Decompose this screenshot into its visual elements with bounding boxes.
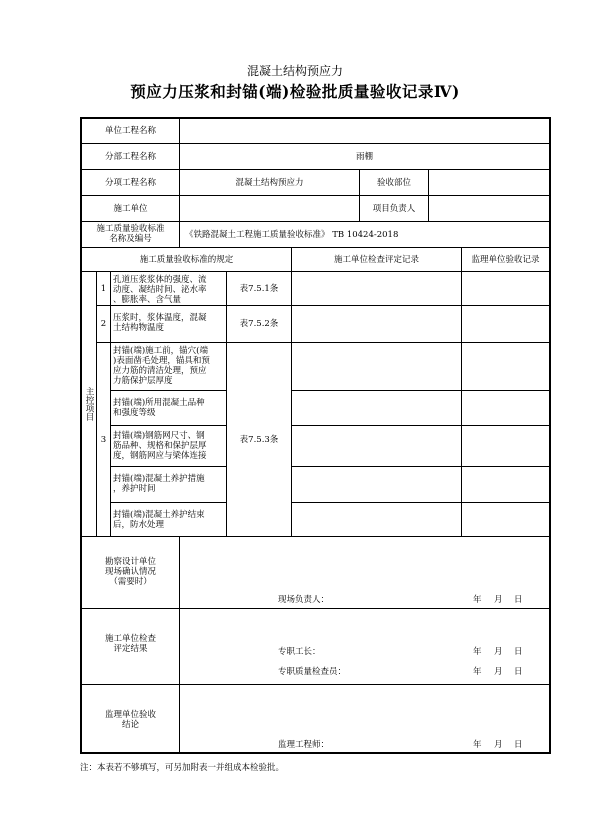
desc-line: ，养护时间 — [113, 484, 156, 494]
desc-line: 孔道压浆浆体的强度、流 — [113, 275, 207, 285]
contractor-eval-label — [82, 634, 179, 654]
survey-label-line: 现场确认情况 — [104, 567, 156, 577]
contractor-eval-label-line: 施工单位检查 — [104, 634, 156, 644]
contractor-eval-label-line: 评定结果 — [113, 644, 148, 654]
desc-line: 压浆时，浆体温度，混凝 — [113, 313, 207, 323]
rule — [96, 305, 551, 306]
rule — [291, 247, 292, 536]
inspection-form — [80, 117, 551, 754]
rule — [80, 608, 551, 609]
rule — [96, 342, 551, 343]
desc-line: 动度、凝结时间、泌水率 — [113, 285, 207, 295]
item-3-sub-1-desc — [113, 346, 225, 386]
project-manager-label: 项目负责人 — [372, 203, 416, 214]
desc-line: 土结构物温度 — [113, 323, 165, 333]
form-title: 预应力压浆和封锚(端)检验批质量验收记录Ⅳ) — [130, 82, 460, 101]
rule — [291, 390, 551, 391]
inspector-sign-label: 专职质量检查员： — [278, 667, 347, 677]
border-right — [549, 117, 551, 754]
survey-sign-label: 现场负责人： — [278, 595, 330, 605]
project-manager-value[interactable] — [429, 196, 549, 221]
desc-line: 力筋保护层厚度 — [113, 376, 173, 386]
standard-label-line: 名称及编号 — [109, 234, 152, 244]
rule — [291, 502, 551, 503]
rule — [179, 536, 180, 754]
item-1-clause: 表7.5.1条 — [239, 283, 279, 294]
rule — [80, 684, 551, 685]
item-1-desc — [113, 275, 225, 305]
rule — [291, 425, 551, 426]
accept-part-label: 验收部位 — [376, 177, 411, 188]
inspector-date-year: 年 — [473, 667, 482, 677]
main-control-label — [82, 272, 96, 536]
survey-date-month: 月 — [494, 595, 503, 605]
contractor-value[interactable] — [180, 196, 359, 221]
rule — [110, 466, 226, 467]
desc-line: 度，钢筋网应与梁体连接 — [113, 451, 207, 461]
desc-line: 封锚(端)所用混凝土品种 — [113, 398, 205, 408]
desc-line: 封锚(端)钢筋网尺寸、钢 — [113, 431, 205, 441]
foreman-sign-label: 专职工长： — [278, 647, 321, 657]
desc-line: 封锚(端)混凝土养护措施 — [113, 474, 205, 484]
item-3-no: 3 — [100, 434, 107, 445]
standard-label — [82, 224, 179, 244]
item-label: 分项工程名称 — [104, 177, 156, 188]
supervisor-sign-label: 监理工程师： — [278, 740, 330, 750]
accept-part-value[interactable] — [429, 170, 549, 195]
rule — [80, 536, 551, 537]
contractor-date-month: 月 — [494, 647, 503, 657]
supervisor-date-month: 月 — [494, 740, 503, 750]
survey-label — [82, 557, 179, 587]
standard-label-line: 施工质量验收标准 — [96, 224, 165, 234]
desc-line: 和强度等级 — [113, 408, 156, 418]
contractor-date-year: 年 — [473, 647, 482, 657]
item-3-sub-2-desc — [113, 398, 225, 418]
supervisor-date-year: 年 — [473, 740, 482, 750]
rule — [461, 247, 462, 536]
survey-date-year: 年 — [473, 595, 482, 605]
unit-project-value[interactable] — [180, 118, 549, 143]
contractor-date-day: 日 — [514, 647, 523, 657]
item-2-clause: 表7.5.2条 — [239, 319, 279, 329]
desc-line: 筋品种、规格和保护层厚 — [113, 441, 207, 451]
unit-project-label: 单位工程名称 — [104, 125, 156, 136]
desc-line: 、膨胀率、含气量 — [113, 295, 182, 305]
desc-line: 应力筋的清洁处理，预应 — [113, 366, 207, 376]
standard-value: 《铁路混凝土工程施工质量验收标准》 TB 10424-2018 — [185, 229, 399, 240]
inspector-date-day: 日 — [514, 667, 523, 677]
supervisor-eval-label-line: 结论 — [121, 720, 139, 730]
survey-label-line: 勘察设计单位 — [104, 557, 156, 567]
survey-date-day: 日 — [514, 595, 523, 605]
desc-line: )表面凿毛处理，锚具和预 — [113, 356, 210, 366]
contractor-record-header: 施工单位检查评定记录 — [333, 254, 419, 265]
inspector-date-month: 月 — [494, 667, 503, 677]
supervisor-date-day: 日 — [514, 740, 523, 750]
item-3-sub-3-desc — [113, 431, 225, 461]
form-subtitle: 混凝土结构预应力 — [246, 64, 343, 78]
desc-line: 封锚(端)施工前，锚穴(端 — [113, 346, 208, 356]
spec-header: 施工质量验收标准的规定 — [139, 254, 234, 265]
supervisor-eval-label-line: 监理单位验收 — [104, 710, 156, 720]
rule — [80, 271, 551, 272]
rule — [291, 466, 551, 467]
rule — [110, 271, 111, 536]
item-1-no: 1 — [100, 283, 107, 294]
item-3-sub-5-desc — [113, 510, 225, 530]
contractor-label: 施工单位 — [113, 203, 148, 214]
rule — [110, 390, 226, 391]
survey-label-line: （需要时） — [109, 577, 152, 587]
supervisor-eval-label — [82, 710, 179, 730]
item-value[interactable]: 混凝土结构预应力 — [235, 177, 304, 188]
item-3-clause: 表7.5.3条 — [239, 434, 279, 445]
supervisor-record-header: 监理单位验收记录 — [471, 254, 540, 265]
footnote: 注：本表若不够填写，可另加附表一并组成本检验批。 — [80, 763, 285, 773]
division-label: 分部工程名称 — [104, 151, 156, 162]
rule — [110, 425, 226, 426]
desc-line: 后，防水处理 — [113, 520, 165, 530]
item-2-no: 2 — [100, 319, 107, 329]
border-bottom — [80, 752, 551, 754]
item-3-sub-4-desc — [113, 474, 225, 494]
desc-line: 封锚(端)混凝土养护结束 — [113, 510, 205, 520]
item-2-desc — [113, 313, 225, 333]
main-control-text: 主控项目 — [84, 387, 94, 421]
rule — [110, 502, 226, 503]
division-value[interactable]: 雨棚 — [355, 151, 373, 162]
